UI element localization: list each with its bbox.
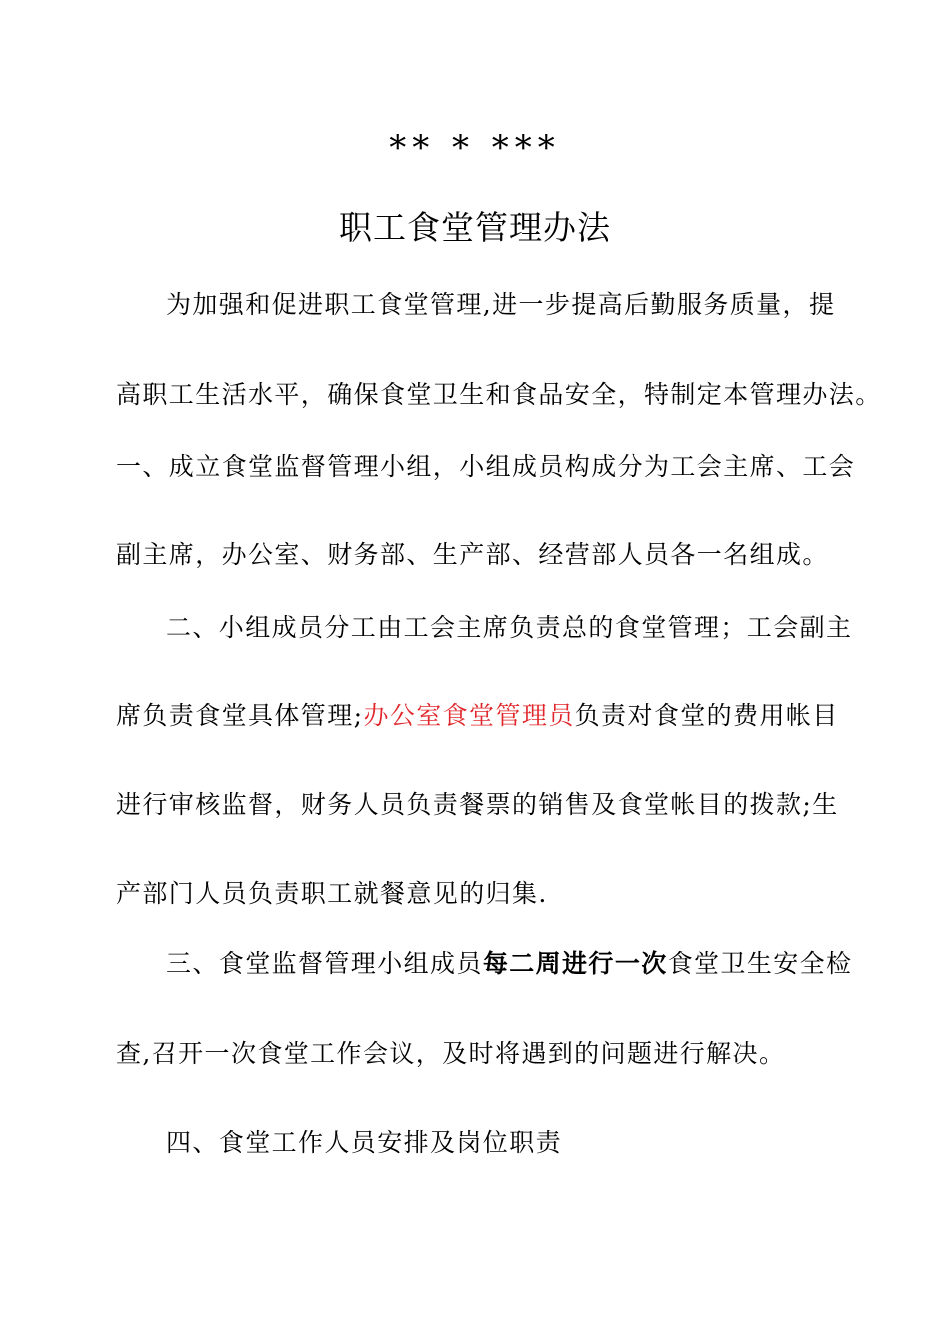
page-title: 职工食堂管理办法 xyxy=(339,208,611,247)
section-3-line-1 xyxy=(166,947,852,981)
section-2-line-1: 二、小组成员分工由工会主席负责总的食堂管理；工会副主 xyxy=(166,613,853,642)
section-2-line-2 xyxy=(116,699,839,733)
section-2-line-3: 进行审核监督，财务人员负责餐票的销售及食堂帐目的拨款;生 xyxy=(116,790,839,819)
section-1-line-2: 副主席，办公室、财务部、生产部、经营部人员各一名组成。 xyxy=(116,540,829,569)
highlight-biweekly: 每二周进行一次 xyxy=(482,949,668,978)
section-2-line-2-part-a: 席负责食堂具体管理; xyxy=(116,701,364,730)
section-3-line-2: 查,召开一次食堂工作会议，及时将遇到的问题进行解决。 xyxy=(116,1039,786,1068)
section-4-heading: 四、食堂工作人员安排及岗位职责 xyxy=(166,1128,563,1157)
section-3-line-1-part-a: 三、食堂监督管理小组成员 xyxy=(166,949,483,978)
header-stars: ** * *** xyxy=(389,128,561,168)
paragraph-line-1: 为加强和促进职工食堂管理,进一步提高后勤服务质量，提 xyxy=(166,290,836,319)
section-2-line-2-part-c: 负责对食堂的费用帐目 xyxy=(574,701,839,730)
section-3-line-1-part-c: 食堂卫生安全检 xyxy=(667,949,853,978)
paragraph-line-2: 高职工生活水平，确保食堂卫生和食品安全，特制定本管理办法。 xyxy=(116,380,882,409)
section-1-line-1: 一、成立食堂监督管理小组，小组成员构成分为工会主席、工会 xyxy=(116,452,856,481)
highlight-office-canteen-admin: 办公室食堂管理员 xyxy=(363,701,575,730)
section-2-line-4: 产部门人员负责职工就餐意见的归集. xyxy=(116,879,548,908)
